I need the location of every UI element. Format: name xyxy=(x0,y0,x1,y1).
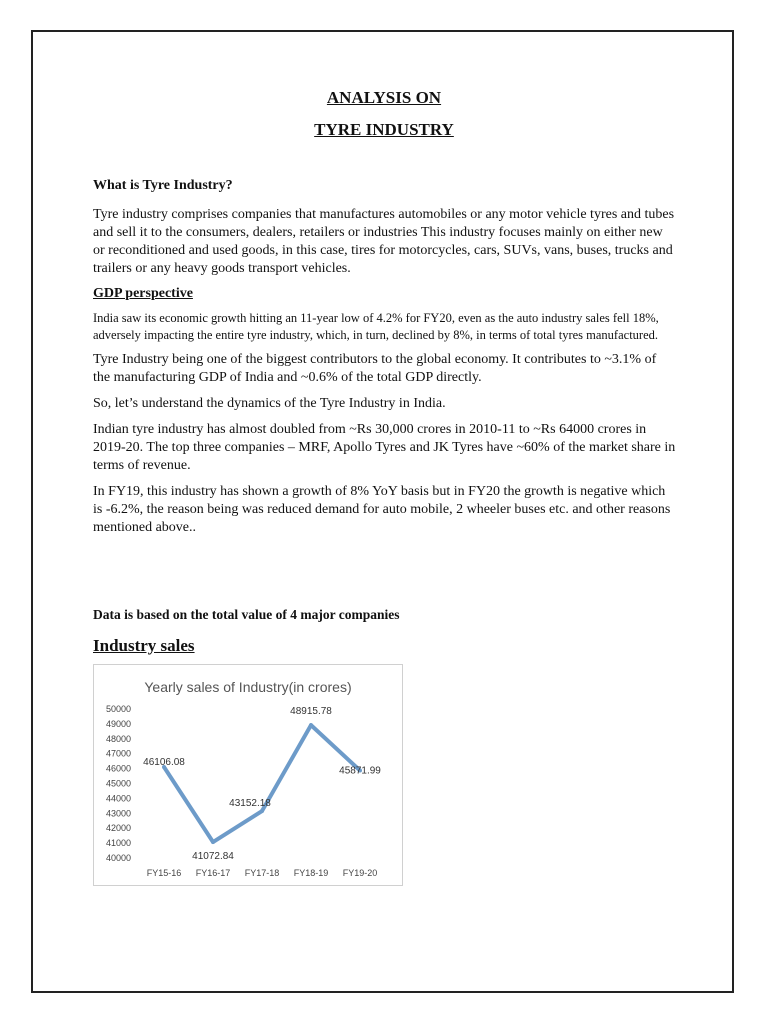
y-tick-label: 41000 xyxy=(105,838,131,849)
series-line xyxy=(164,725,360,842)
x-tick-label: FY15-16 xyxy=(146,868,182,878)
document-body xyxy=(93,178,676,545)
y-tick-label: 46000 xyxy=(105,763,131,774)
x-tick-label: FY16-17 xyxy=(195,868,231,878)
data-points xyxy=(162,723,362,844)
data-label: 46106.08 xyxy=(143,757,185,769)
y-tick-label: 40000 xyxy=(105,853,131,863)
y-tick-label: 48000 xyxy=(105,733,131,744)
gdp-paragraph-5: In FY19, this industry has shown a growth of 8% YoY basis but in FY20 the growth is negative which is -6.2%, the reason being was reduced demand for auto mobile, 2 wheeler buses etc. and other reasons mentioned above.. xyxy=(93,484,671,535)
document-title-line-1: ANALYSIS ON xyxy=(326,88,442,107)
data-label: 41072.84 xyxy=(192,851,234,863)
y-tick-label: 44000 xyxy=(105,793,131,804)
data-label: 48915.78 xyxy=(290,706,332,718)
gdp-paragraph-3: So, let’s understand the dynamics of the Tyre Industry in India. xyxy=(93,396,446,411)
question-heading: What is Tyre Industry? xyxy=(93,178,233,193)
y-tick-label: 42000 xyxy=(105,823,131,834)
y-axis-ticks xyxy=(106,704,131,863)
y-tick-label: 43000 xyxy=(105,808,131,819)
intro-paragraph: Tyre industry comprises companies that manufactures automobiles or any motor vehicle tyres and tubes and sell it to the consumers, dealers, retailers or industries This industry focuses mainly on either new or reconditioned and used goods, in this case, tires for motorcycles, cars, SUVs, vans, buses, trucks and trailers or any heavy goods transport vehicles. xyxy=(93,207,675,276)
chart-title: Yearly sales of Industry(in crores) xyxy=(144,679,352,695)
data-point xyxy=(211,840,215,844)
x-axis-ticks xyxy=(147,868,378,878)
data-point xyxy=(309,723,313,727)
yearly-sales-chart xyxy=(93,664,403,886)
y-tick-label: 47000 xyxy=(105,748,131,759)
x-tick-label: FY18-19 xyxy=(293,868,329,878)
y-tick-label: 50000 xyxy=(105,704,131,714)
chart-svg xyxy=(94,665,402,885)
x-tick-label: FY19-20 xyxy=(342,868,378,878)
data-labels xyxy=(143,706,381,862)
gdp-paragraph-4: Indian tyre industry has almost doubled from ~Rs 30,000 crores in 2010-11 to ~Rs 64000 crores in 2019-20. The top three companies – MRF, Apollo Tyres and JK Tyres have ~60% of the market share in terms of revenue. xyxy=(93,422,676,473)
industry-sales-heading: Industry sales xyxy=(93,636,195,655)
y-tick-label: 45000 xyxy=(105,778,131,789)
data-point xyxy=(260,809,264,813)
data-note: Data is based on the total value of 4 major companies xyxy=(93,607,400,622)
gdp-heading: GDP perspective xyxy=(93,286,193,301)
document-title-line-2: TYRE INDUSTRY xyxy=(314,120,454,139)
y-tick-label: 49000 xyxy=(105,718,131,729)
data-label: 43152.18 xyxy=(229,798,271,810)
x-tick-label: FY17-18 xyxy=(244,868,280,878)
data-label: 45871.99 xyxy=(339,765,381,777)
gdp-paragraph-2: Tyre Industry being one of the biggest contributors to the global economy. It contributes to ~3.1% of the manufacturing GDP of India and ~0.6% of the total GDP directly. xyxy=(93,352,657,385)
gdp-paragraph-1: India saw its economic growth hitting an 11-year low of 4.2% for FY20, even as the auto industry sales fell 18%, adversely impacting the entire tyre industry, which, in turn, declined by 8%, in terms of total tyres manufactured. xyxy=(93,311,659,342)
